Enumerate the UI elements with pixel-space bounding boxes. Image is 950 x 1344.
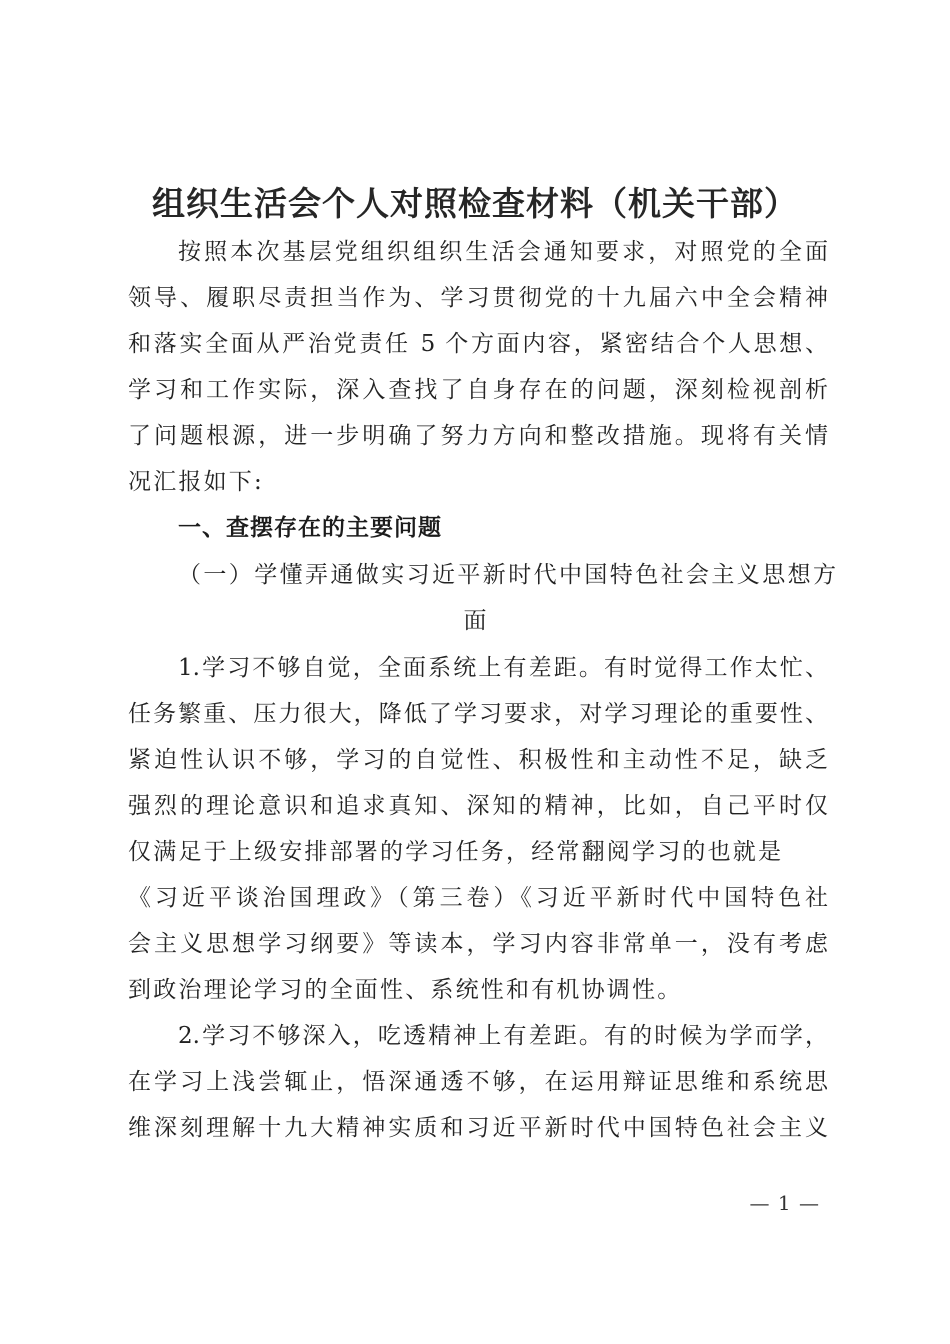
document-title: 组织生活会个人对照检查材料（机关干部） (152, 184, 798, 223)
subsection-heading: （一）学懂弄通做实习近平新时代中国特色社会主义思想方 (178, 562, 839, 588)
item2-line: 2.学习不够深入，吃透精神上有差距。有的时候为学而学， (178, 1023, 828, 1049)
intro-line: 领导、履职尽责担当作为、学习贯彻党的十九届六中全会精神 (128, 285, 828, 311)
subsection-heading-tail: 面 (463, 608, 487, 634)
item1-line: 仅满足于上级安排部署的学习任务，经常翻阅学习的也就是 (128, 839, 784, 865)
item1-line: 1.学习不够自觉，全面系统上有差距。有时觉得工作太忙、 (178, 655, 828, 681)
item1-line: 到政治理论学习的全面性、系统性和有机协调性。 (128, 977, 683, 1003)
intro-line: 况汇报如下: (128, 469, 264, 495)
intro-line: 和落实全面从严治党责任 5 个方面内容，紧密结合个人思想、 (128, 331, 828, 357)
intro-line: 学习和工作实际，深入查找了自身存在的问题，深刻检视剖析 (128, 377, 828, 403)
page-number: — 1 — (749, 1191, 820, 1215)
item1-line: 强烈的理论意识和追求真知、深知的精神，比如，自己平时仅 (128, 793, 828, 819)
section-heading: 一、查摆存在的主要问题 (178, 515, 442, 541)
item1-line: 《习近平谈治国理政》（第三卷）《习近平新时代中国特色社 (128, 885, 828, 911)
item2-line: 维深刻理解十九大精神实质和习近平新时代中国特色社会主义 (128, 1115, 828, 1141)
intro-line: 按照本次基层党组织组织生活会通知要求，对照党的全面 (178, 239, 828, 265)
item1-line: 会主义思想学习纲要》等读本，学习内容非常单一，没有考虑 (128, 931, 828, 957)
item2-line: 在学习上浅尝辄止，悟深通透不够，在运用辩证思维和系统思 (128, 1069, 828, 1095)
item1-line: 紧迫性认识不够，学习的自觉性、积极性和主动性不足，缺乏 (128, 747, 828, 773)
intro-line: 了问题根源，进一步明确了努力方向和整改措施。现将有关情 (128, 423, 828, 449)
item1-line: 任务繁重、压力很大，降低了学习要求，对学习理论的重要性、 (128, 701, 828, 727)
